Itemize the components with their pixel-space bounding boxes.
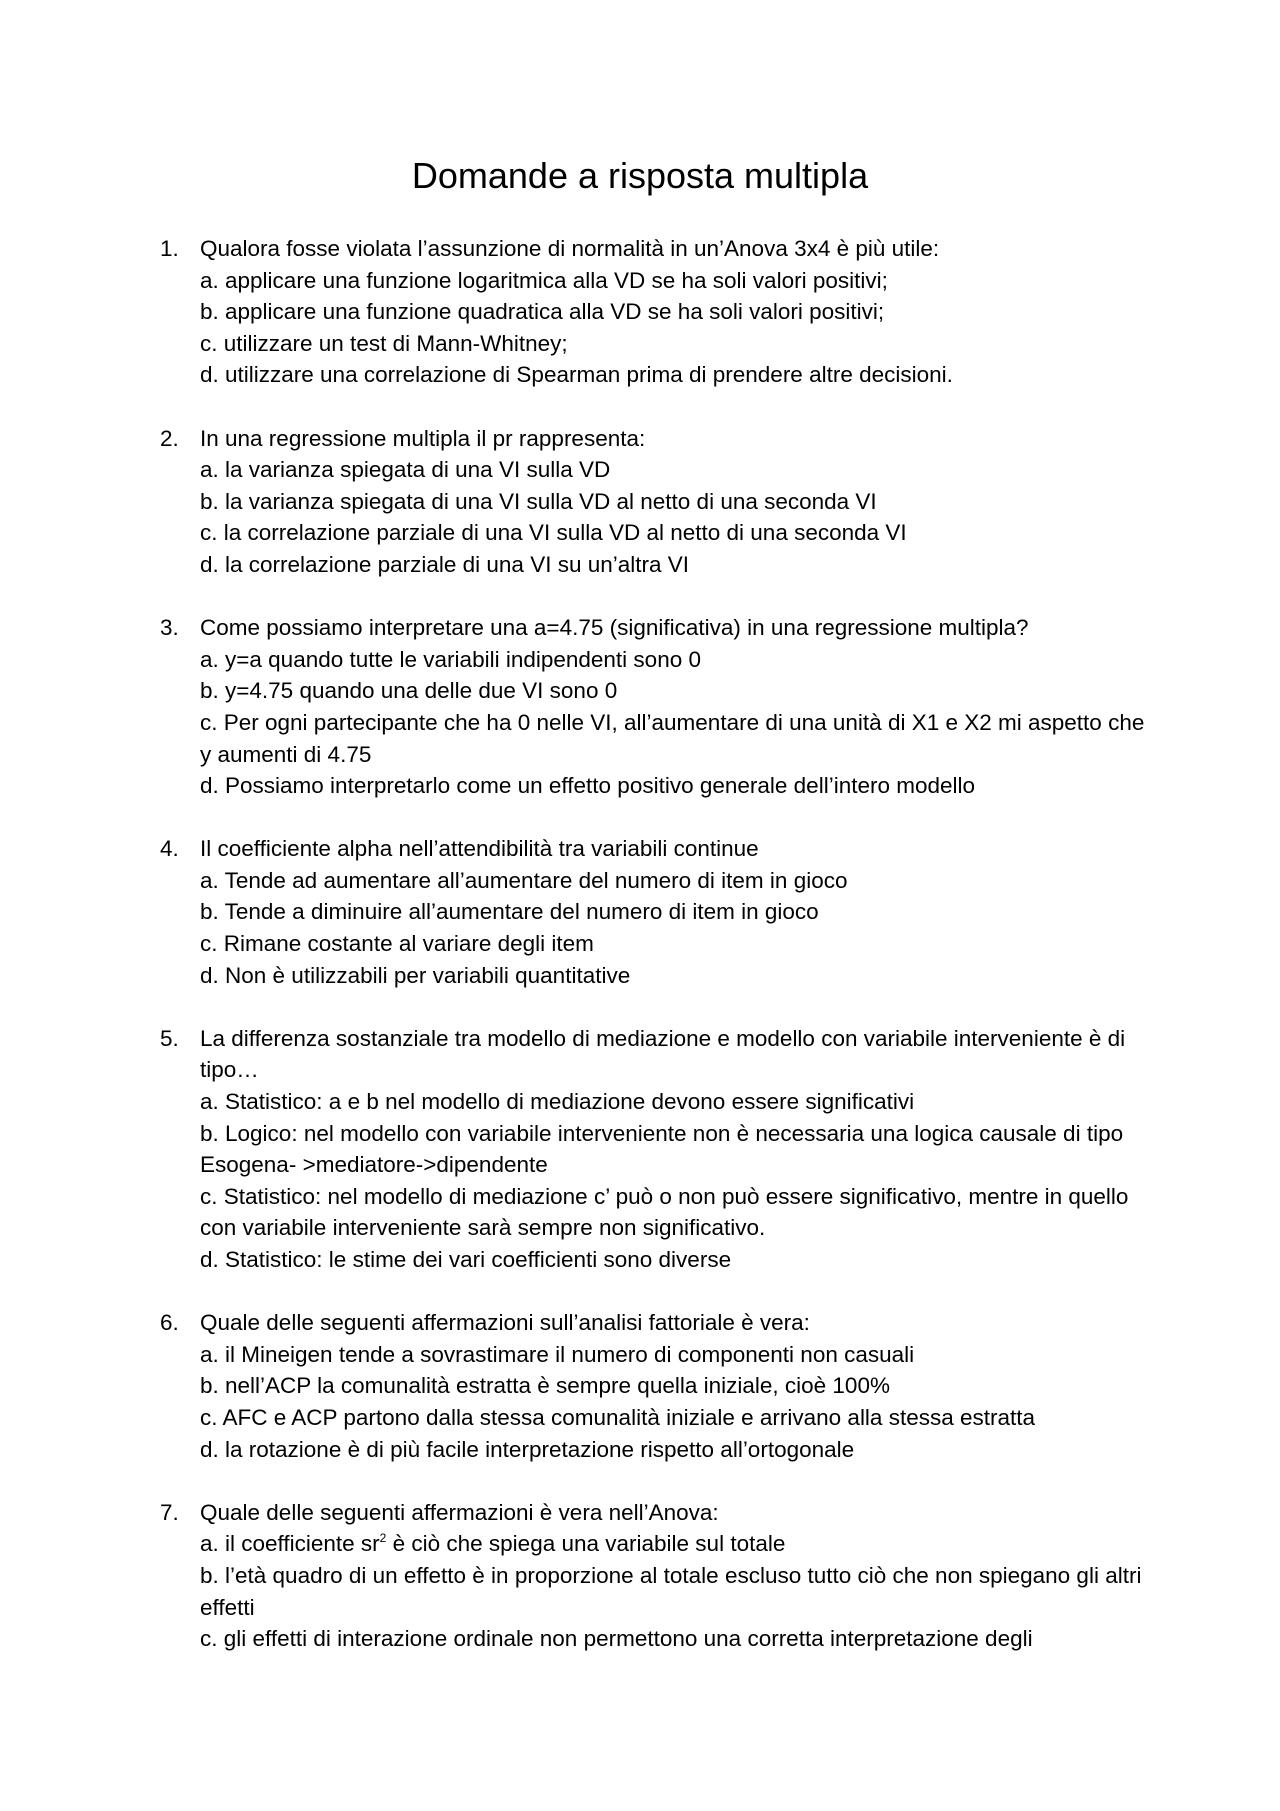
question-3	[160, 612, 1160, 802]
answer-option-d: d. Possiamo interpretarlo come un effetto positivo generale dell’intero modello	[200, 773, 976, 799]
question-6	[160, 1307, 1160, 1465]
question-number: 4.	[160, 836, 179, 862]
question-text: Quale delle seguenti affermazioni sull’analisi fattoriale è vera:	[200, 1310, 810, 1336]
question-5	[160, 1023, 1160, 1276]
question-4	[160, 833, 1160, 991]
answer-option-a	[200, 1528, 1160, 1560]
question-number: 5.	[160, 1025, 179, 1051]
answer-option-b: b. Logico: nel modello con variabile interveniente non è necessaria una logica causale di tipo Esogena- >mediatore->dipendente	[200, 1120, 1124, 1178]
question-7	[160, 1497, 1160, 1655]
answer-option-c: c. la correlazione parziale di una VI sulla VD al netto di una seconda VI	[200, 520, 907, 546]
answer-option-a: a. Statistico: a e b nel modello di mediazione devono essere significativi	[200, 1089, 915, 1115]
answer-option-a-text: a. il coefficiente sr	[200, 1531, 380, 1557]
answer-option-b: b. l’età quadro di un effetto è in proporzione al totale escluso tutto ciò che non spiegano gli altri effetti	[200, 1562, 1142, 1620]
answer-option-a: a. applicare una funzione logaritmica alla VD se ha soli valori positivi;	[200, 267, 888, 293]
question-text: Come possiamo interpretare una a=4.75 (significativa) in una regressione multipla?	[200, 615, 1029, 641]
answer-option-d: d. la rotazione è di più facile interpretazione rispetto all’ortogonale	[200, 1436, 855, 1462]
question-2	[160, 423, 1160, 581]
question-text: In una regressione multipla il pr rappresenta:	[200, 425, 646, 451]
answer-option-a-tail: è ciò che spiega una variabile sul totale	[386, 1531, 786, 1557]
question-text: Il coefficiente alpha nell’attendibilità tra variabili continue	[200, 836, 759, 862]
answer-option-a: a. il Mineigen tende a sovrastimare il numero di componenti non casuali	[200, 1341, 915, 1367]
question-number: 3.	[160, 615, 179, 641]
question-number: 2.	[160, 425, 179, 451]
question-text: Qualora fosse violata l’assunzione di normalità in un’Anova 3x4 è più utile:	[200, 236, 940, 261]
question-text: La differenza sostanziale tra modello di mediazione e modello con variabile interveniente è di tipo…	[200, 1025, 1126, 1083]
answer-option-b: b. applicare una funzione quadratica alla VD se ha soli valori positivi;	[200, 299, 885, 325]
answer-option-a: a. Tende ad aumentare all’aumentare del numero di item in gioco	[200, 867, 848, 893]
answer-option-c: c. Per ogni partecipante che ha 0 nelle VI, all’aumentare di una unità di X1 e X2 mi aspetto che y aumenti di 4.75	[200, 709, 1145, 767]
question-number: 7.	[160, 1499, 179, 1525]
question-list	[160, 233, 1160, 1686]
answer-option-d: d. utilizzare una correlazione di Spearman prima di prendere altre decisioni.	[200, 362, 953, 388]
answer-option-a: a. la varianza spiegata di una VI sulla VD	[200, 457, 611, 483]
answer-option-b: b. nell’ACP la comunalità estratta è sempre quella iniziale, cioè 100%	[200, 1373, 890, 1399]
answer-option-a: a. y=a quando tutte le variabili indipendenti sono 0	[200, 646, 701, 672]
answer-option-b: b. Tende a diminuire all’aumentare del numero di item in gioco	[200, 899, 819, 925]
question-number: 1.	[160, 236, 179, 261]
question-text: Quale delle seguenti affermazioni è vera nell’Anova:	[200, 1499, 719, 1525]
answer-option-b: b. la varianza spiegata di una VI sulla VD al netto di una seconda VI	[200, 488, 877, 514]
superscript-2: 2	[379, 1531, 387, 1546]
page-title: Domande a risposta multipla	[411, 155, 869, 196]
answer-option-c: c. AFC e ACP partono dalla stessa comunalità iniziale e arrivano alla stessa estratta	[200, 1404, 1036, 1430]
question-number: 6.	[160, 1310, 179, 1336]
answer-option-c: c. utilizzare un test di Mann-Whitney;	[200, 330, 568, 356]
answer-option-b: b. y=4.75 quando una delle due VI sono 0	[200, 678, 618, 704]
question-1	[160, 233, 1160, 391]
answer-option-c: c. Statistico: nel modello di mediazione c’ può o non può essere significativo, mentre in quello con variabile interveniente sarà sempre non significativo.	[200, 1183, 1129, 1241]
answer-option-d: d. Statistico: le stime dei vari coefficienti sono diverse	[200, 1247, 732, 1272]
answer-option-c: c. gli effetti di interazione ordinale non permettono una corretta interpretazione degli	[200, 1626, 1033, 1652]
answer-option-c: c. Rimane costante al variare degli item	[200, 931, 594, 957]
answer-option-d: d. la correlazione parziale di una VI su un’altra VI	[200, 551, 690, 577]
answer-option-d: d. Non è utilizzabili per variabili quantitative	[200, 962, 631, 988]
